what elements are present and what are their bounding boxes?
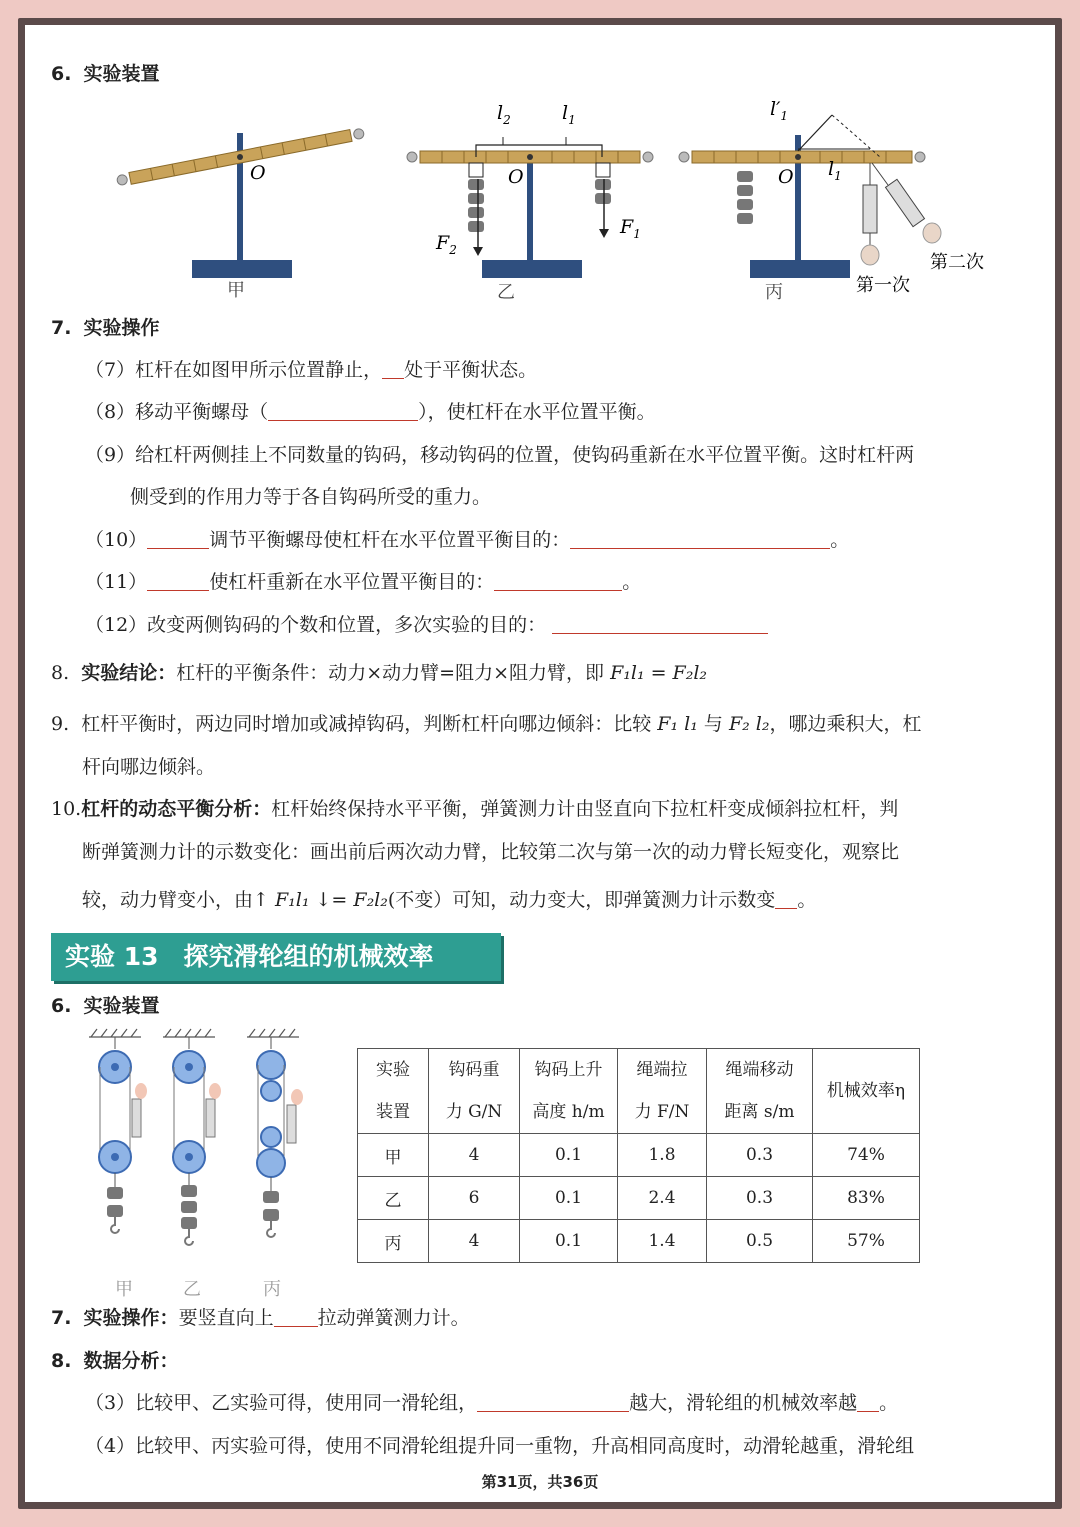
op-9-line1: （9）给杠杆两侧挂上不同数量的钩码，移动钩码的位置，使钩码重新在水平位置平衡。这时杠杆两 bbox=[85, 444, 915, 466]
table-cell: 4 bbox=[429, 1220, 520, 1263]
svg-text:l2: $l_2$ bbox=[497, 102, 511, 127]
table-row bbox=[358, 1134, 920, 1177]
svg-text:l′1: $l'_1$ bbox=[770, 98, 789, 123]
section-6-heading: 6. 实验装置 bbox=[51, 63, 160, 85]
answer-blank[interactable] bbox=[147, 570, 209, 591]
page-footer: 第31页，共36页 bbox=[481, 1473, 599, 1491]
table-cell: 0.1 bbox=[520, 1134, 618, 1177]
table-cell: 0.3 bbox=[707, 1134, 813, 1177]
answer-blank[interactable] bbox=[382, 358, 404, 379]
second-label: 第二次 bbox=[930, 252, 984, 273]
table-row bbox=[358, 1220, 920, 1263]
section-9-line1: 9. 杠杆平衡时，两边同时增加或减掉钩码，判断杠杆向哪边倾斜：比较 F₁ l₁ 与 F₂ l₂，哪边乘积大，杠 bbox=[51, 713, 922, 735]
pivot-label: O bbox=[250, 162, 266, 184]
op-7: （7）杠杆在如图甲所示位置静止， 处于平衡状态。 bbox=[85, 359, 538, 381]
section-10-line1: 10.杠杆的动态平衡分析：杠杆始终保持水平平衡，弹簧测力计由竖直向下拉杠杆变成倾斜拉杠杆，判 bbox=[51, 798, 899, 820]
svg-text:O: O bbox=[778, 166, 794, 188]
header-cell: 钩码上升 高度 h/m bbox=[520, 1049, 618, 1134]
table-cell: 74% bbox=[813, 1134, 920, 1177]
pulley-data-table bbox=[357, 1048, 920, 1263]
section-7-heading: 7. 实验操作 bbox=[51, 317, 160, 339]
pulley-yi bbox=[173, 1037, 221, 1245]
table-row bbox=[358, 1177, 920, 1220]
answer-blank[interactable] bbox=[274, 1306, 318, 1327]
answer-blank[interactable] bbox=[147, 528, 209, 549]
pulley-jia bbox=[99, 1037, 147, 1233]
hook-weights bbox=[468, 179, 484, 232]
table-cell: 0.1 bbox=[520, 1220, 618, 1263]
balance-nut bbox=[116, 174, 128, 186]
section-10-line3: 较，动力臂变小，由↑ F₁l₁ ↓= F₂l₂(不变）可知，动力变大，即弹簧测力计示数变 。 bbox=[82, 889, 817, 911]
header-cell: 绳端拉 力 F/N bbox=[618, 1049, 707, 1134]
pivot bbox=[237, 154, 243, 160]
table-cell: 0.5 bbox=[707, 1220, 813, 1263]
table-cell: 57% bbox=[813, 1220, 920, 1263]
answer-blank[interactable] bbox=[552, 613, 768, 634]
svg-text:O: O bbox=[508, 166, 524, 188]
answer-blank[interactable] bbox=[775, 888, 797, 909]
pulley-bing bbox=[257, 1037, 303, 1237]
table-cell: 1.4 bbox=[618, 1220, 707, 1263]
op-8: （8）移动平衡螺母（ ），使杠杆在水平位置平衡。 bbox=[85, 401, 656, 423]
table-cell: 甲 bbox=[358, 1134, 429, 1177]
table-cell: 83% bbox=[813, 1177, 920, 1220]
pulley-section-8-heading: 8. 数据分析： bbox=[51, 1350, 179, 1372]
balance-nut bbox=[353, 128, 365, 140]
spring-scale bbox=[886, 179, 925, 226]
analysis-4: （4）比较甲、丙实验可得，使用不同滑轮组提升同一重物，升高相同高度时，动滑轮越重，滑轮组 bbox=[85, 1435, 915, 1457]
table-cell: 0.3 bbox=[707, 1177, 813, 1220]
section-10-line2: 断弹簧测力计的示数变化：画出前后两次动力臂，比较第二次与第一次的动力臂长短变化，观察比 bbox=[82, 841, 900, 863]
header-cell: 机械效率η bbox=[813, 1049, 920, 1134]
pulley-section-6-heading: 6. 实验装置 bbox=[51, 995, 160, 1017]
header-cell: 钩码重 力 G/N bbox=[429, 1049, 520, 1134]
answer-blank[interactable] bbox=[857, 1391, 879, 1412]
op-12: （12）改变两侧钩码的个数和位置，多次实验的目的： bbox=[85, 610, 768, 640]
pulley-caption-jia: 甲 bbox=[115, 1279, 133, 1300]
page bbox=[25, 25, 1055, 1502]
analysis-3: （3）比较甲、乙实验可得，使用同一滑轮组， 越大，滑轮组的机械效率越 。 bbox=[85, 1392, 899, 1414]
header-cell: 绳端移动 距离 s/m bbox=[707, 1049, 813, 1134]
table-cell: 6 bbox=[429, 1177, 520, 1220]
caption-yi: 乙 bbox=[497, 282, 515, 303]
pulley-apparatus-figure bbox=[85, 1027, 335, 1267]
table-cell: 2.4 bbox=[618, 1177, 707, 1220]
answer-blank[interactable] bbox=[477, 1391, 629, 1412]
caption-bing: 丙 bbox=[765, 282, 783, 303]
section-9-line2: 杆向哪边倾斜。 bbox=[82, 756, 216, 778]
table-cell: 1.8 bbox=[618, 1134, 707, 1177]
table-cell: 丙 bbox=[358, 1220, 429, 1263]
svg-text:F2: $F_2$ bbox=[436, 232, 457, 257]
answer-blank[interactable] bbox=[494, 570, 622, 591]
op-10: （10） 调节平衡螺母使杠杆在水平位置平衡目的： 。 bbox=[85, 529, 850, 551]
table-cell: 4 bbox=[429, 1134, 520, 1177]
table-cell: 0.1 bbox=[520, 1177, 618, 1220]
section-8: 8. 实验结论：杠杆的平衡条件：动力×动力臂=阻力×阻力臂，即 F₁l₁ = F₂l₂ bbox=[51, 662, 708, 684]
op-9-line2: 侧受到的作用力等于各自钩码所受的重力。 bbox=[130, 486, 492, 508]
spring-scale bbox=[863, 185, 877, 233]
answer-blank[interactable] bbox=[268, 400, 418, 421]
op-11: （11） 使杠杆重新在水平位置平衡目的： 。 bbox=[85, 571, 642, 593]
lever-apparatus-figure bbox=[110, 75, 984, 305]
pulley-section-7: 7. 实验操作：要竖直向上 拉动弹簧测力计。 bbox=[51, 1307, 470, 1329]
svg-text:l1: $l_1$ bbox=[562, 102, 576, 127]
caption-jia: 甲 bbox=[227, 280, 245, 301]
table-cell: 乙 bbox=[358, 1177, 429, 1220]
pulley-caption-yi: 乙 bbox=[183, 1279, 201, 1300]
first-label: 第一次 bbox=[856, 275, 910, 296]
table-header-row bbox=[358, 1049, 920, 1134]
pulley-caption-bing: 丙 bbox=[263, 1279, 281, 1300]
svg-text:F1: $F_1$ bbox=[620, 216, 641, 241]
lever-yi bbox=[407, 102, 653, 278]
svg-text:l1: $l_1$ bbox=[828, 158, 842, 183]
header-cell: 实验 装置 bbox=[358, 1049, 429, 1134]
experiment-13-banner: 实验 13 探究滑轮组的机械效率 bbox=[51, 933, 501, 981]
lever-bing bbox=[679, 98, 984, 296]
answer-blank[interactable] bbox=[570, 528, 830, 549]
lever-jia bbox=[116, 127, 365, 278]
